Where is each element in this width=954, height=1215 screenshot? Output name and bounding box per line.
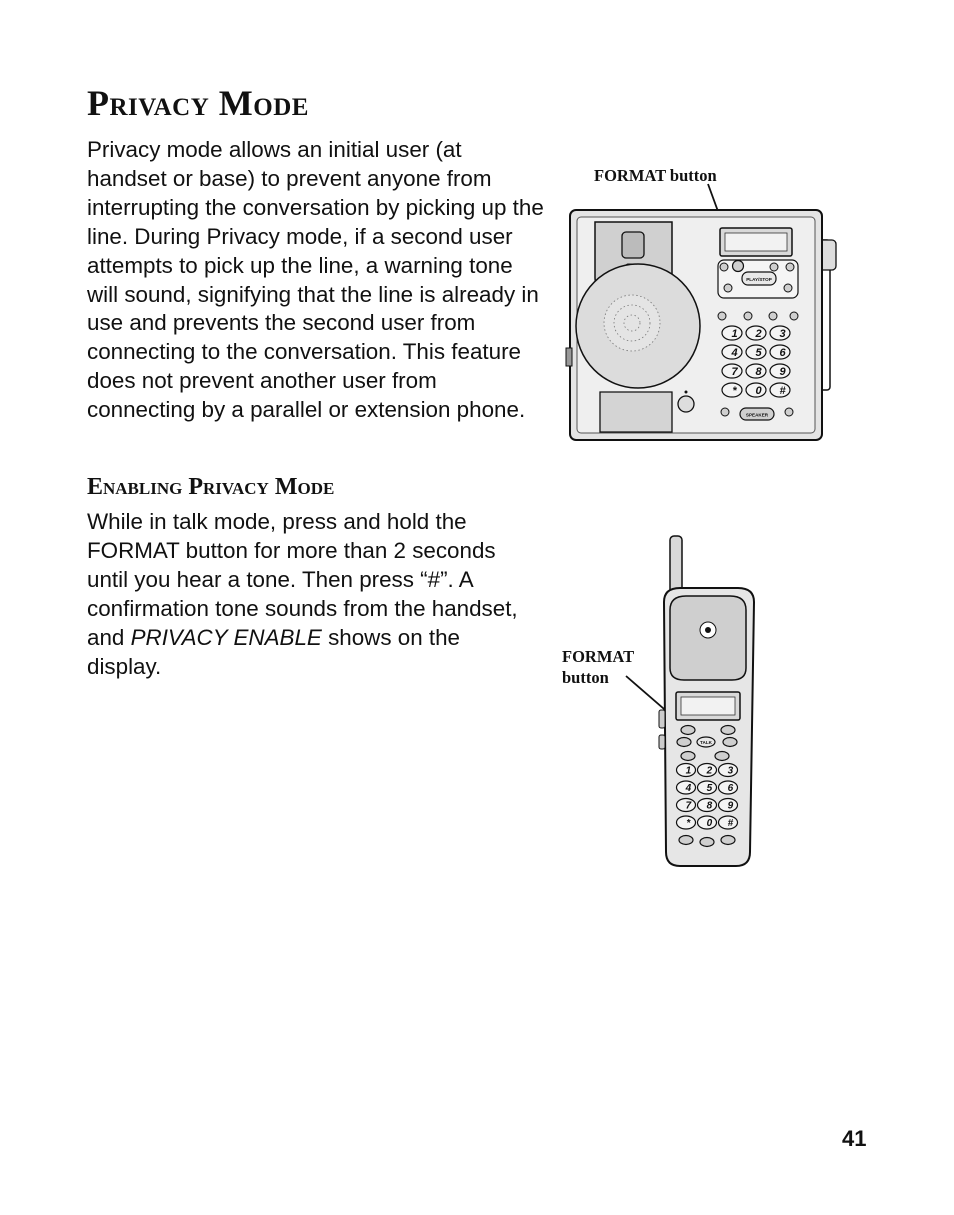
- base-format-button: [733, 261, 744, 272]
- page-title: Privacy Mode: [87, 83, 309, 123]
- base-key-label: 7: [731, 365, 738, 378]
- handset-talk-label: TALK: [700, 740, 712, 745]
- instructions-text-start: While in talk mode, press and hold the FORMAT button for more than 2 seconds until you hear a tone. Then press “#”. A confirmation tone sounds from the handset, and: [87, 509, 518, 650]
- handset-key-label: 3: [727, 765, 734, 777]
- handset-key-label: #: [727, 818, 734, 830]
- intro-paragraph: Privacy mode allows an initial user (at handset or base) to prevent anyone from interrupting the conversation by picking up the line. During Privacy mode, if a second user attempts to pick up the line, a warning tone will sound, signifying that the line is already in use and prevents the second user from connecting to the conversation. This feature does not prevent another user from connecting by a parallel or extension phone.: [87, 137, 544, 423]
- instructions-text-end: shows on the display.: [87, 624, 461, 679]
- base-key-label: 2: [755, 327, 762, 340]
- handset-key-label: 1: [685, 765, 692, 777]
- base-key-label: 4: [731, 346, 738, 359]
- privacy-enable-display-text: PRIVACY ENABLE: [130, 624, 322, 650]
- base-key-label: 6: [779, 346, 786, 359]
- page-number: 41: [842, 1126, 867, 1151]
- base-format-callout: FORMAT button: [594, 166, 717, 185]
- base-key-label: 8: [755, 365, 762, 378]
- handset-callout-line-2: button: [562, 668, 609, 687]
- base-unit-illustration: [560, 180, 850, 450]
- handset-key-label: 5: [706, 783, 713, 795]
- handset-key-label: 6: [727, 783, 734, 795]
- section-heading: Enabling Privacy Mode: [87, 474, 335, 500]
- base-key-label: 1: [731, 327, 738, 340]
- base-speaker-grille: [604, 295, 660, 351]
- handset-format-button: [681, 726, 695, 735]
- handset-key-label: 7: [685, 800, 692, 812]
- base-key-label: 3: [779, 327, 786, 340]
- base-key-label: *: [732, 384, 737, 397]
- instructions-paragraph: [87, 508, 537, 681]
- handset-illustration: [600, 530, 770, 875]
- base-key-label: 9: [779, 365, 786, 378]
- base-key-label: #: [779, 384, 786, 397]
- handset-key-label: 4: [685, 783, 692, 795]
- base-play-stop-label: PLAY/STOP: [746, 277, 772, 282]
- handset-key-label: 8: [706, 800, 713, 812]
- handset-key-label: 9: [727, 800, 734, 812]
- handset-key-label: 0: [706, 818, 713, 830]
- base-control-buttons: [718, 260, 798, 298]
- base-key-label: 5: [755, 346, 762, 359]
- handset-key-label: 2: [706, 765, 713, 777]
- handset-key-label: *: [686, 818, 691, 830]
- base-speaker-label: SPEAKER: [745, 412, 769, 418]
- base-key-label: 0: [755, 384, 762, 397]
- handset-callout-line-1: FORMAT: [562, 647, 635, 666]
